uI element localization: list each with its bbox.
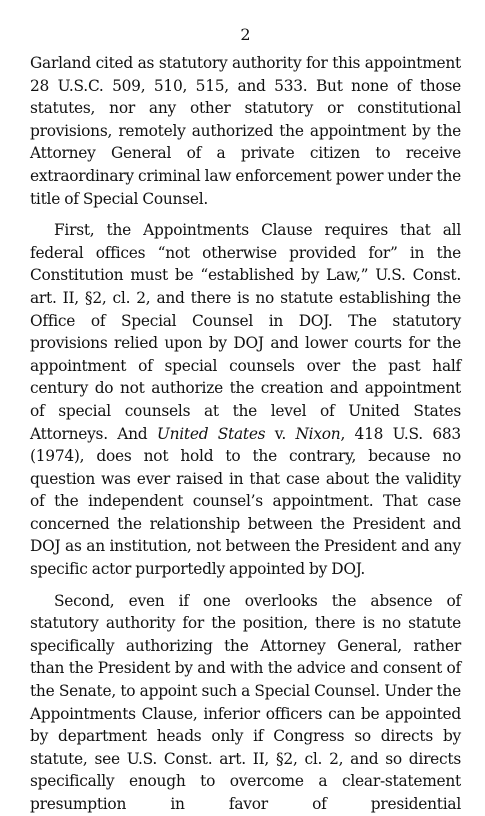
- paragraph-statutory-authority: Garland cited as statutory authority for this appointment 28 U.S.C. 509, 510, 515, and 533. But none of those statutes, nor any other statutory or constitutional provisions, remotely authorized the appointment by the Attorney General of a private citizen to receive extraordinary criminal law enforcement power under the title of Special Counsel.: [30, 54, 461, 208]
- case-name-versus: v.: [265, 424, 296, 443]
- paragraph-first-text-a: First, the Appointments Clause requires that all federal offices “not otherwise provided for” in the Constitution must be “established by Law,” U.S. Const. art. II, §2, cl. 2, and there is no statute establishing the Office of Special Counsel in DOJ. The statutory provisions relied upon by DOJ and lower courts for the appointment of special counsels over the past half century do not authorize the creation and appointment of special counsels at the level of United States Attorneys. And: [30, 221, 461, 443]
- paragraph-first-argument: [30, 219, 461, 581]
- paragraph-second-argument: Second, even if one overlooks the absence of statutory authority for the position, there is no statute specifically authorizing the Attorney General, rather than the President by and with the advice and consent of the Senate, to appoint such a Special Counsel. Under the Appointments Clause, inferior officers can be appointed by department heads only if Congress so directs by statute, see U.S. Const. art. II, §2, cl. 2, and so directs specifically enough to overcome a clear-statement presumption in favor of presidential: [30, 591, 461, 813]
- paragraph-first-text-b: , 418 U.S. 683 (1974), does not hold to the contrary, because no question was ever raised in that case about the validity of the independent counsel’s appointment. That case concerned the relationship between the President and DOJ as an institution, not between the President and any specific actor purportedly appointed by DOJ.: [30, 424, 461, 579]
- case-name-nixon: Nixon: [295, 424, 341, 443]
- case-name-united-states: United States: [156, 424, 266, 443]
- document-page: [30, 24, 461, 816]
- page-number: 2: [240, 25, 251, 44]
